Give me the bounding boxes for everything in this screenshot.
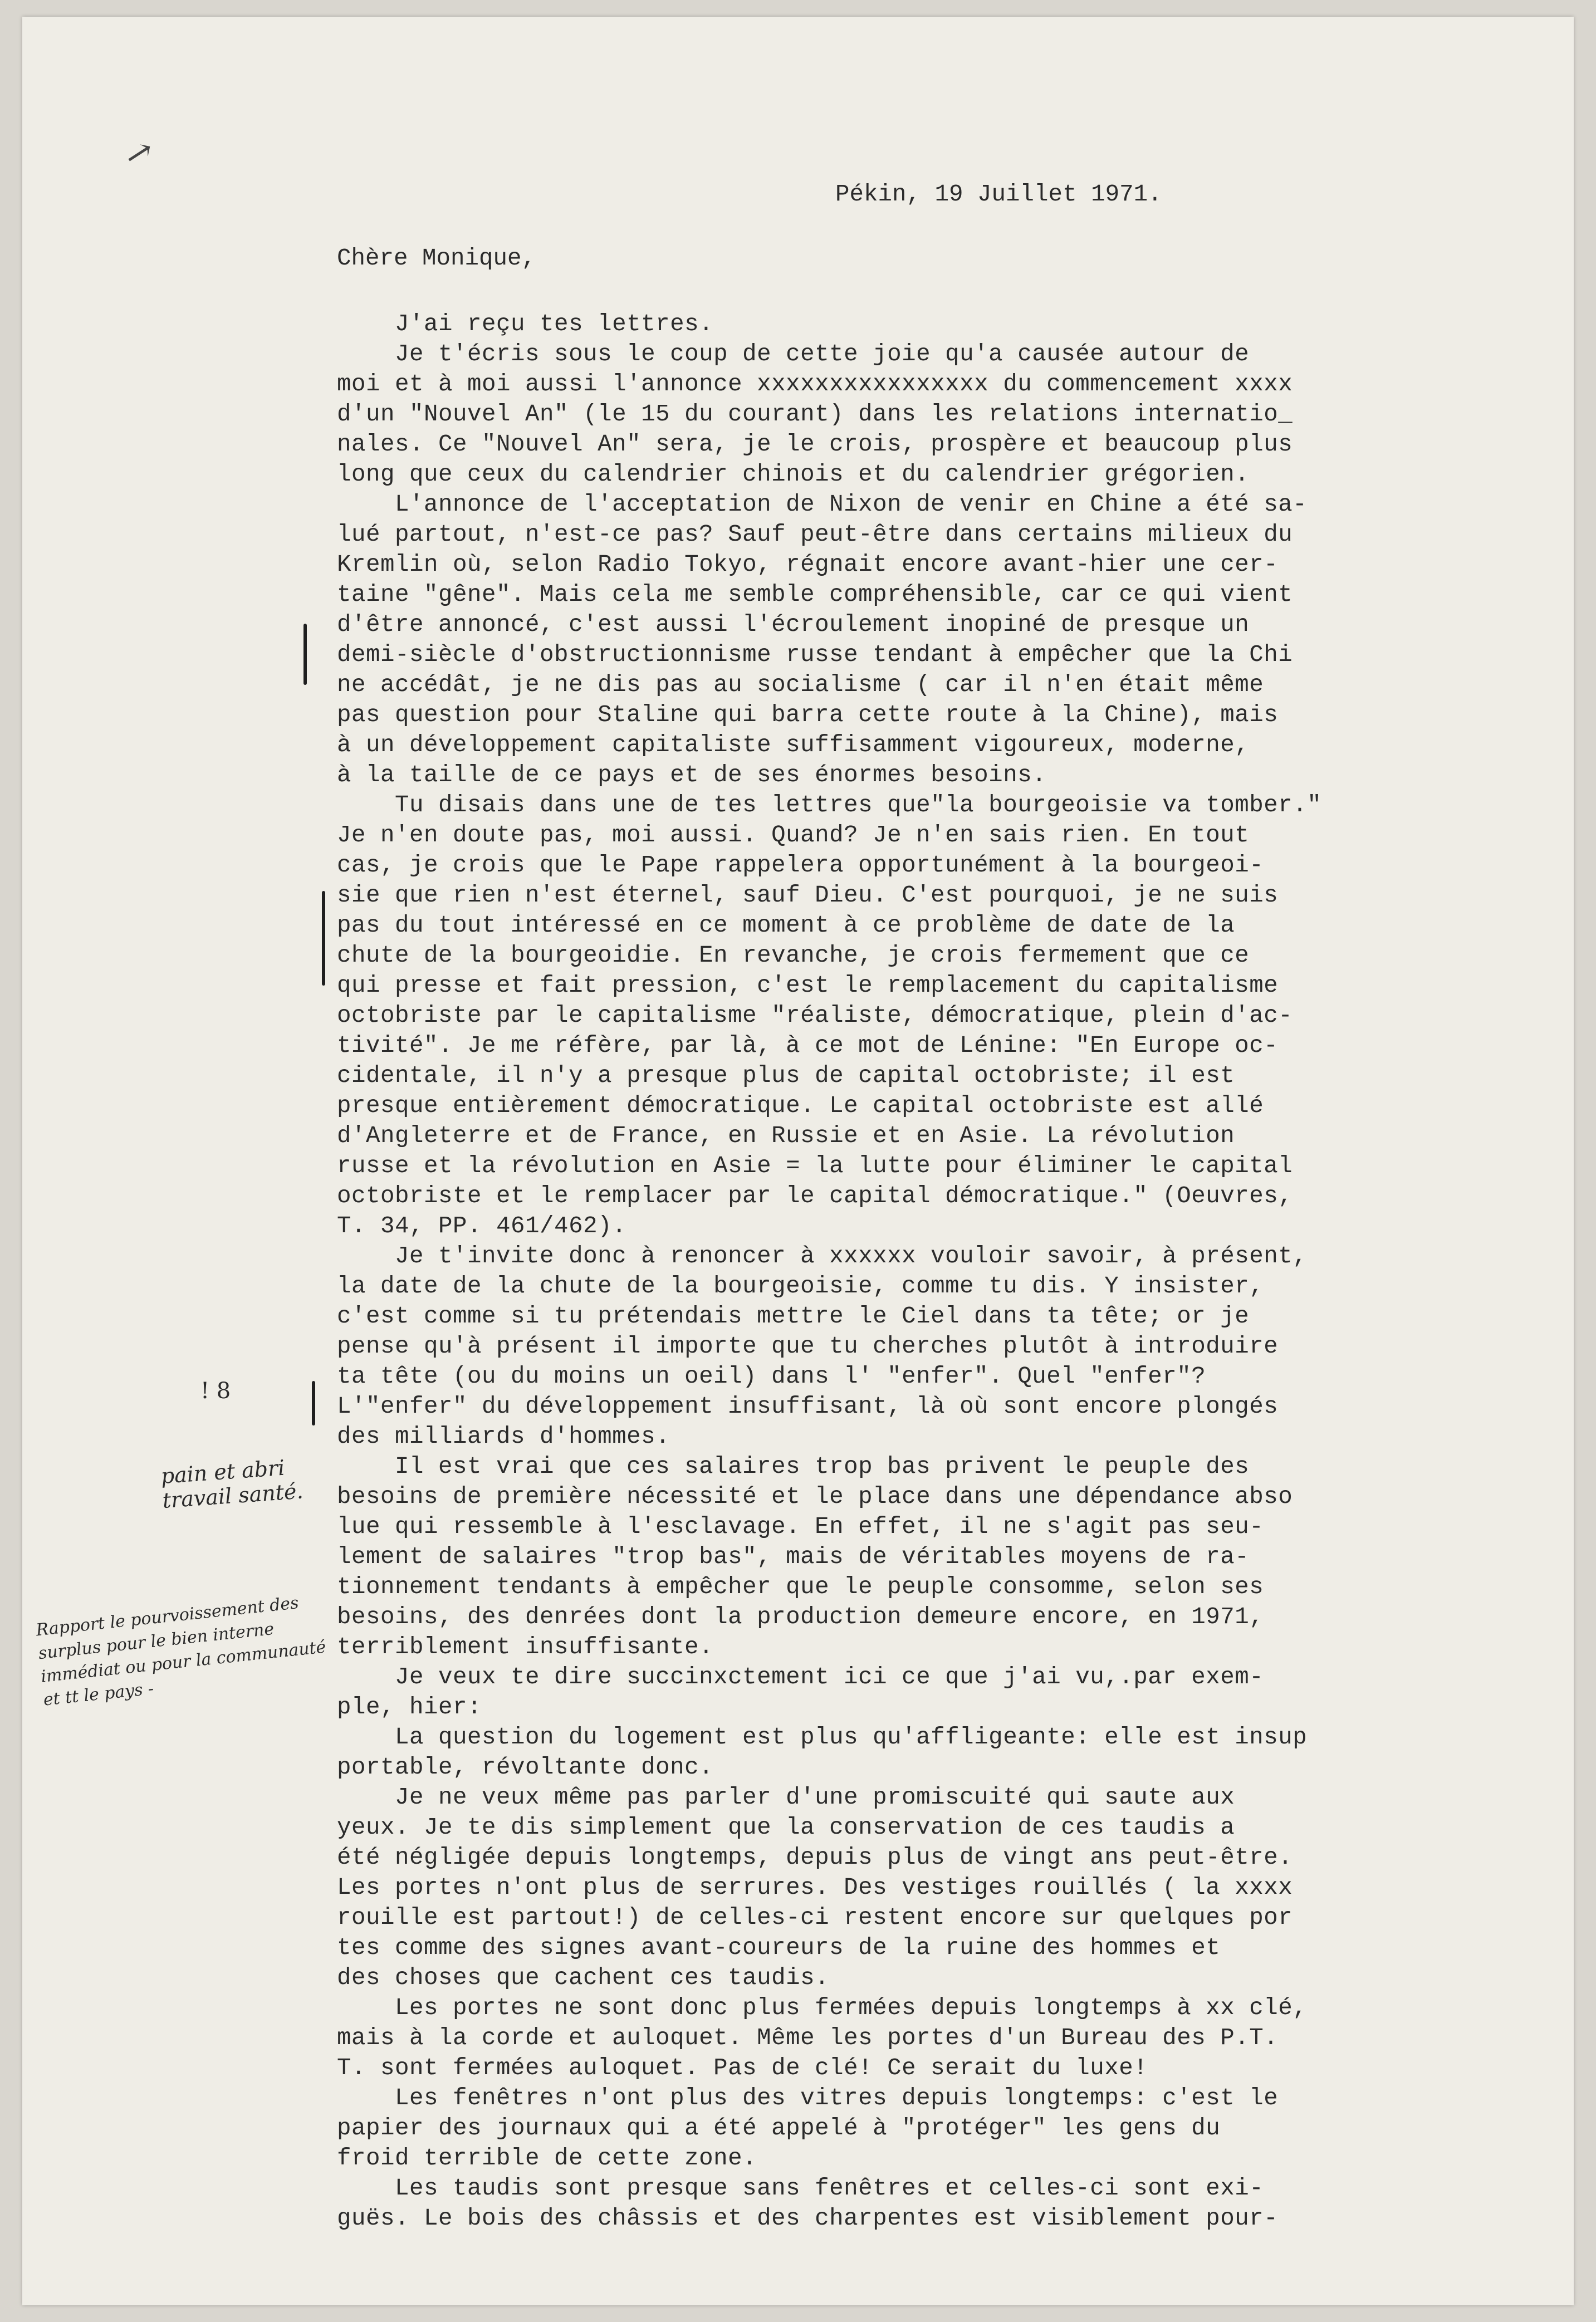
letter-line: d'Angleterre et de France, en Russie et en Asie. La révolution: [337, 1123, 1235, 1149]
letter-line: ple, hier:: [337, 1694, 482, 1721]
letter-line: tivité". Je me réfère, par là, à ce mot de Lénine: "En Europe oc-: [337, 1032, 1279, 1059]
letter-line: russe et la révolution en Asie = la lutte pour éliminer le capital: [337, 1153, 1293, 1179]
letter-line: à la taille de ce pays et de ses énormes besoins.: [337, 762, 1047, 788]
letter-line: d'un "Nouvel An" (le 15 du courant) dans les relations internatio_: [337, 401, 1293, 428]
letter-line: tionnement tendants à empêcher que le peuple consomme, selon ses: [337, 1574, 1264, 1600]
letter-line: pas question pour Staline qui barra cette route à la Chine), mais: [337, 702, 1279, 728]
letter-line: à un développement capitaliste suffisamment vigoureux, moderne,: [337, 732, 1250, 758]
letter-line: demi-siècle d'obstructionnisme russe tendant à empêcher que la Chi: [337, 641, 1293, 668]
margin-bar-2: [322, 891, 325, 986]
margin-note-report: Rapport le pourvoissement des surplus pour le bien interne immédiat ou pour la communauté et tt le pays -: [35, 1593, 327, 1710]
letter-line: Kremlin où, selon Radio Tokyo, régnait encore avant-hier une cer-: [337, 551, 1279, 578]
letter-line: été négligée depuis longtemps, depuis plus de vingt ans peut-être.: [337, 1844, 1293, 1871]
letter-line: lement de salaires "trop bas", mais de véritables moyens de ra-: [337, 1544, 1250, 1570]
letter-line: des milliards d'hommes.: [337, 1423, 670, 1450]
letter-line: moi et à moi aussi l'annonce xxxxxxxxxxxxxxxx du commencement xxxx: [337, 371, 1293, 398]
letter-line: sie que rien n'est éternel, sauf Dieu. C'est pourquoi, je ne suis: [337, 882, 1279, 909]
letter-line: c'est comme si tu prétendais mettre le Ciel dans ta tête; or je: [337, 1303, 1250, 1330]
letter-line: papier des journaux qui a été appelé à "protéger" les gens du: [337, 2115, 1221, 2142]
letter-line: d'être annoncé, c'est aussi l'écroulement inopiné de presque un: [337, 611, 1250, 638]
letter-line: Je t'écris sous le coup de cette joie qu'a causée autour de: [337, 341, 1250, 368]
letter-line: Il est vrai que ces salaires trop bas privent le peuple des: [337, 1453, 1250, 1480]
letter-line: Les portes ne sont donc plus fermées depuis longtemps à xx clé,: [337, 1995, 1308, 2021]
letter-line: octobriste et le remplacer par le capital démocratique." (Oeuvres,: [337, 1183, 1293, 1209]
letter-line: presque entièrement démocratique. Le capital octobriste est allé: [337, 1093, 1264, 1119]
letter-line: L'annonce de l'acceptation de Nixon de venir en Chine a été sa-: [337, 491, 1308, 518]
letter-line: Les fenêtres n'ont plus des vitres depuis longtemps: c'est le: [337, 2085, 1279, 2112]
letter-line: cas, je crois que le Pape rappelera opportunément à la bourgeoi-: [337, 852, 1264, 879]
letter-line: Je n'en doute pas, moi aussi. Quand? Je n'en sais rien. En tout: [337, 822, 1250, 849]
letter-line: ne accédât, je ne dis pas au socialisme ( car il n'en était même: [337, 672, 1264, 698]
letter-line: portable, révoltante donc.: [337, 1754, 714, 1781]
letter-line: qui presse et fait pression, c'est le remplacement du capitalisme: [337, 972, 1279, 999]
letter-line: Je t'invite donc à renoncer à xxxxxx vouloir savoir, à présent,: [337, 1243, 1308, 1270]
letter-line: guës. Le bois des châssis et des charpentes est visiblement pour-: [337, 2205, 1279, 2232]
letter-line: pense qu'à présent il importe que tu cherches plutôt à introduire: [337, 1333, 1279, 1360]
margin-note-needs: pain et abri travail santé.: [160, 1455, 304, 1513]
letter-line: besoins de première nécessité et le place dans une dépendance abso: [337, 1483, 1293, 1510]
letter-line: cidentale, il n'y a presque plus de capital octobriste; il est: [337, 1062, 1235, 1089]
letter-line: besoins, des denrées dont la production demeure encore, en 1971,: [337, 1604, 1264, 1630]
letter-line: taine "gêne". Mais cela me semble compréhensible, car ce qui vient: [337, 581, 1293, 608]
letter-line: mais à la corde et auloquet. Même les portes d'un Bureau des P.T.: [337, 2025, 1279, 2051]
letter-line: octobriste par le capitalisme "réaliste, démocratique, plein d'ac-: [337, 1002, 1293, 1029]
letter-line: La question du logement est plus qu'affligeante: elle est insup: [337, 1724, 1308, 1751]
margin-bar-1: [303, 624, 307, 685]
letter-line: T. sont fermées auloquet. Pas de clé! Ce serait du luxe!: [337, 2055, 1148, 2081]
letter-line: tes comme des signes avant-coureurs de la ruine des hommes et: [337, 1934, 1221, 1961]
letter-line: Les taudis sont presque sans fenêtres et celles-ci sont exi-: [337, 2175, 1264, 2202]
letter-line: froid terrible de cette zone.: [337, 2145, 757, 2172]
letter-line: lue qui ressemble à l'esclavage. En effet, il ne s'agit pas seu-: [337, 1513, 1264, 1540]
letter-line: yeux. Je te dis simplement que la conservation de ces taudis a: [337, 1814, 1235, 1841]
letter-line: Tu disais dans une de tes lettres que"la bourgeoisie va tomber.": [337, 792, 1322, 819]
letter-line: pas du tout intéressé en ce moment à ce problème de date de la: [337, 912, 1235, 939]
letter-line: Les portes n'ont plus de serrures. Des vestiges rouillés ( la xxxx: [337, 1874, 1293, 1901]
margin-bar-3: [312, 1381, 315, 1425]
letter-line: Je veux te dire succinxctement ici ce que j'ai vu,.par exem-: [337, 1664, 1264, 1691]
letter-line: Je ne veux même pas parler d'une promiscuité qui saute aux: [337, 1784, 1235, 1811]
letter-line: ta tête (ou du moins un oeil) dans l' "enfer". Quel "enfer"?: [337, 1363, 1206, 1390]
pencil-corner-mark: ↗: [121, 131, 158, 175]
letter-date: Pékin, 19 Juillet 1971.: [835, 181, 1162, 208]
letter-line: nales. Ce "Nouvel An" sera, je le crois, prospère et beaucoup plus: [337, 431, 1293, 458]
letter-line: la date de la chute de la bourgeoisie, comme tu dis. Y insister,: [337, 1273, 1264, 1300]
letter-line: L'"enfer" du développement insuffisant, là où sont encore plongés: [337, 1393, 1279, 1420]
letter-line: long que ceux du calendrier chinois et du calendrier grégorien.: [337, 461, 1250, 488]
letter-salutation: Chère Monique,: [337, 245, 536, 272]
letter-line: lué partout, n'est-ce pas? Sauf peut-être dans certains milieux du: [337, 521, 1293, 548]
letter-line: J'ai reçu tes lettres.: [337, 311, 714, 337]
letter-line: chute de la bourgeoidie. En revanche, je crois fermement que ce: [337, 942, 1250, 969]
letter-line: terriblement insuffisante.: [337, 1634, 714, 1660]
letter-line: T. 34, PP. 461/462).: [337, 1213, 627, 1240]
letter-line: des choses que cachent ces taudis.: [337, 1965, 830, 1991]
letter-line: rouille est partout!) de celles-ci restent encore sur quelques por: [337, 1904, 1293, 1931]
margin-mark: ! 8: [200, 1378, 231, 1404]
